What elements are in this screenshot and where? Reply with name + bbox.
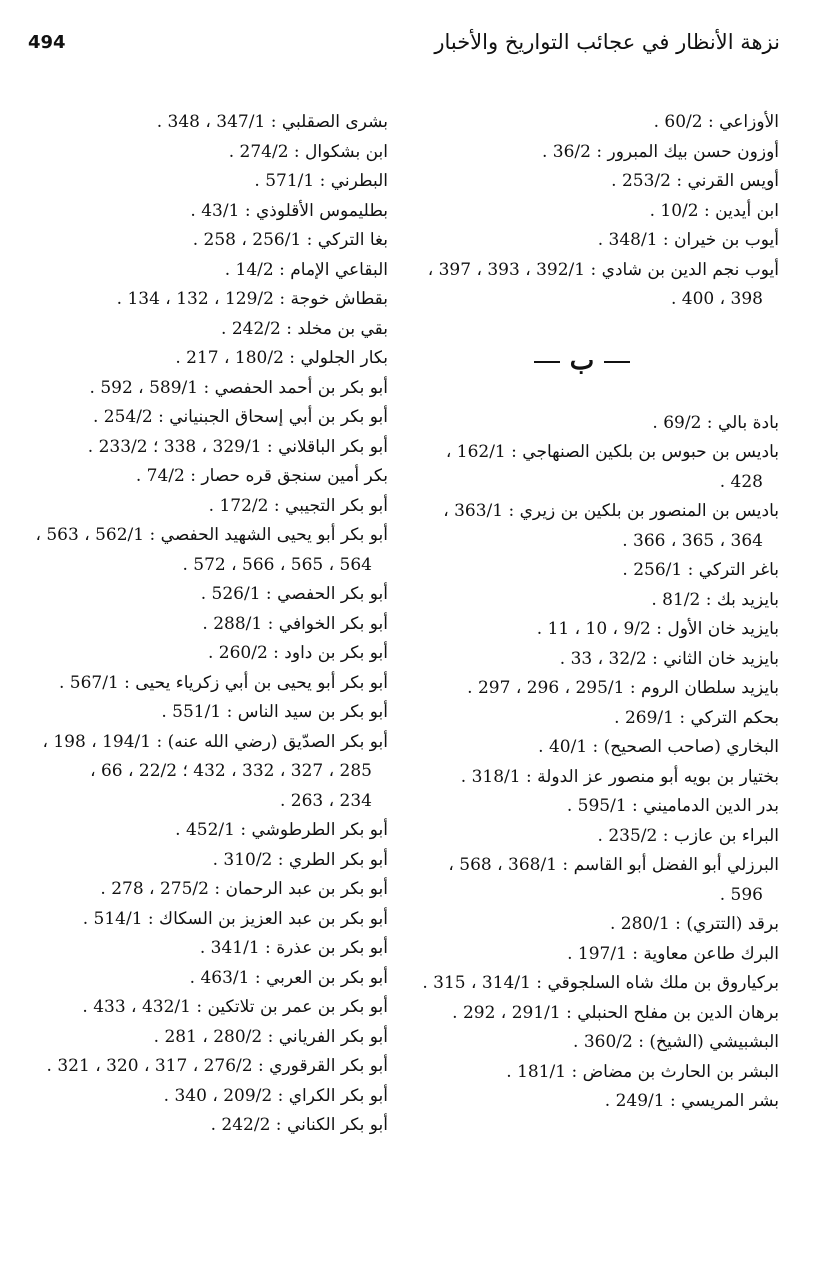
index-entry-text: بايزيد خان الأول : 9/2 ، 10 ، 11 . [536, 619, 779, 639]
index-entry [26, 197, 388, 227]
index-entry-text: أبو بكر بن أحمد الحفصي : 589/1 ، 592 . [89, 377, 388, 398]
index-entry-text: بدر الدين الدماميني : 595/1 . [566, 796, 779, 816]
index-entry [385, 586, 779, 616]
index-entry-text: ابن أيدين : 10/2 . [649, 200, 779, 221]
index-entry [26, 167, 388, 197]
index-entry [385, 1028, 779, 1058]
index-entry [385, 733, 779, 763]
index-entry [385, 138, 779, 168]
index-entry [26, 698, 388, 728]
index-entry-text: ابن بشكوال : 274/2 . [228, 141, 388, 162]
index-entry-text: برهان الدين بن مفلح الحنبلي : 291/1 ، 292 . [452, 1002, 779, 1023]
index-entry [385, 645, 779, 675]
index-entry-text: بشر المريسي : 249/1 . [604, 1091, 779, 1111]
index-entry-text: برقد (التتري) : 280/1 . [609, 914, 779, 934]
index-entry [26, 285, 388, 315]
index-entry-text: بايزيد بك : 81/2 . [651, 589, 779, 610]
index-column-left [26, 108, 388, 1141]
running-title: نزهة الأنظار في عجائب التواريخ والأخبار [434, 30, 780, 54]
index-entry [385, 108, 779, 138]
index-entry [26, 403, 388, 433]
index-entry-text: أبو بكر الكراي : 209/2 ، 340 . [163, 1085, 388, 1106]
page-number: 494 [28, 32, 66, 53]
index-entry [26, 875, 388, 905]
index-entry-text: أبو بكر التجيبي : 172/2 . [208, 495, 388, 516]
heading-dash [604, 361, 630, 363]
index-entry-text: أبو بكر الطرطوشي : 452/1 . [175, 820, 388, 840]
index-entry-continuation: 398 ، 400 . [670, 289, 763, 309]
index-entry [385, 792, 779, 822]
index-entry [385, 851, 779, 910]
index-entry-text: البقاعي الإمام : 14/2 . [224, 259, 388, 280]
index-entry-text: بقطاش خوجة : 129/2 ، 132 ، 134 . [116, 289, 388, 309]
index-entry-text: أوزون حسن بيك المبرور : 36/2 . [541, 141, 779, 162]
index-entry [385, 969, 779, 999]
index-entry-text: أويس القرني : 253/2 . [611, 171, 779, 191]
index-entry-text: بشرى الصقلبي : 347/1 ، 348 . [156, 112, 388, 132]
index-entry-text: أبو بكر بن العربي : 463/1 . [189, 967, 388, 988]
index-entry [385, 1058, 779, 1088]
index-entry [26, 374, 388, 404]
index-entry-text: بحكم التركي : 269/1 . [614, 707, 779, 728]
index-entry-text: البرك طاعن معاوية : 197/1 . [567, 943, 779, 964]
index-entry [26, 669, 388, 699]
index-entry [26, 993, 388, 1023]
index-entry [26, 846, 388, 876]
index-entry [26, 1082, 388, 1112]
index-entry-text: بكر أمين سنجق قره حصار : 74/2 . [135, 466, 388, 486]
index-entry [26, 256, 388, 286]
heading-dash [534, 361, 560, 363]
index-entry [26, 108, 388, 138]
index-entry-text: البشبيشي (الشيخ) : 360/2 . [573, 1032, 779, 1052]
index-entry [26, 934, 388, 964]
index-entry-text: بغا التركي : 256/1 ، 258 . [192, 230, 388, 250]
index-entry-text: أبو بكر بن عبد العزيز بن السكاك : 514/1 . [82, 908, 388, 929]
index-entry-text: أيوب بن خيران : 348/1 . [597, 230, 779, 250]
index-entry-continuation: 364 ، 365 ، 366 . [622, 530, 763, 551]
index-entry [26, 1052, 388, 1082]
index-entry-text: البخاري (صاحب الصحيح) : 40/1 . [538, 737, 779, 757]
index-entry-text: البراء بن عازب : 235/2 . [597, 825, 779, 846]
index-entry-continuation: 234 ، 263 . [279, 790, 372, 811]
index-entry-text: بايزيد سلطان الروم : 295/1 ، 296 ، 297 . [467, 678, 779, 698]
index-entry-continuation: 596 . [719, 884, 763, 905]
index-entry [385, 556, 779, 586]
index-entry [26, 639, 388, 669]
index-entry [26, 492, 388, 522]
index-entry-text: بكار الجلولي : 180/2 ، 217 . [175, 348, 388, 368]
index-entry-text: أبو بكر بن عمر بن تلاتكين : 432/1 ، 433 . [82, 997, 388, 1017]
index-entry-text: أبو بكر بن داود : 260/2 . [207, 643, 388, 663]
index-entry-text: أبو بكر القرقوري : 276/2 ، 317 ، 320 ، 321 . [46, 1056, 388, 1076]
index-entry-text: البرزلي أبو الفضل أبو القاسم : 368/1 ، 568 ، [448, 855, 779, 875]
index-entry [26, 462, 388, 492]
index-entry-text: البشر بن الحارث بن مضاض : 181/1 . [506, 1061, 779, 1082]
index-entry-text: أيوب نجم الدين بن شادي : 392/1 ، 393 ، 397 ، [427, 259, 779, 280]
index-entry [385, 1087, 779, 1117]
index-entry-text: أبو بكر الخوافي : 288/1 . [202, 613, 388, 634]
index-entry-text: بختيار بن بويه أبو منصور عز الدولة : 318/1 . [460, 766, 779, 787]
index-entry [385, 910, 779, 940]
index-entry-text: باديس بن حبوس بن بلكين الصنهاجي : 162/1 ، [445, 442, 779, 462]
index-entry [385, 674, 779, 704]
index-entry-text: أبو بكر الطري : 310/2 . [212, 849, 388, 870]
index-entry-continuation: 285 ، 327 ، 332 ، 432 ؛ 22/2 ، 66 ، [90, 761, 372, 781]
index-entry [26, 433, 388, 463]
index-entry [26, 1111, 388, 1141]
index-entry [385, 409, 779, 439]
index-entry [26, 816, 388, 846]
index-entry-text: بركياروق بن ملك شاه السلجوقي : 314/1 ، 315 . [422, 973, 779, 993]
index-entry [385, 438, 779, 497]
index-entry [26, 138, 388, 168]
index-entry-text: بادة بالي : 69/2 . [652, 412, 779, 433]
index-entry-text: البطرني : 571/1 . [254, 171, 388, 191]
index-entry [385, 167, 779, 197]
index-entry [26, 580, 388, 610]
index-entry-text: باديس بن المنصور بن بلكين بن زيري : 363/1 ، [443, 501, 779, 521]
index-entry [385, 197, 779, 227]
index-entry-text: بقي بن مخلد : 242/2 . [221, 318, 388, 339]
index-entry-text: بطليموس الأقلوذي : 43/1 . [190, 200, 388, 221]
index-entry-text: بايزيد خان الثاني : 32/2 ، 33 . [559, 648, 779, 669]
index-entry [385, 763, 779, 793]
index-entry-continuation: 564 ، 565 ، 566 ، 572 . [182, 554, 372, 575]
index-entry [385, 822, 779, 852]
index-entry [26, 728, 388, 817]
index-entry-text: أبو بكر بن عذرة : 341/1 . [199, 938, 388, 958]
index-entry-text: أبو بكر بن أبي إسحاق الجبنياني : 254/2 . [92, 407, 388, 427]
index-entry [385, 256, 779, 315]
index-entry [385, 615, 779, 645]
index-entry [26, 905, 388, 935]
index-entry [385, 704, 779, 734]
index-entry-text: الأوزاعي : 60/2 . [653, 112, 779, 132]
index-entry-text: أبو بكر بن سيد الناس : 551/1 . [161, 702, 388, 722]
index-entry [26, 344, 388, 374]
index-entry-text: أبو بكر بن عبد الرحمان : 275/2 ، 278 . [100, 879, 388, 899]
index-entry [385, 497, 779, 556]
index-entry [26, 226, 388, 256]
index-entry-text: أبو بكر الباقلاني : 329/1 ، 338 ؛ 233/2 . [87, 436, 388, 457]
index-entry-text: أبو بكر الكناني : 242/2 . [210, 1115, 388, 1135]
section-letter: ب [569, 345, 595, 376]
index-entry [26, 1023, 388, 1053]
index-entry [26, 610, 388, 640]
index-entry [26, 964, 388, 994]
index-entry [385, 999, 779, 1029]
index-entry [385, 940, 779, 970]
index-entry-text: أبو بكر الفرياني : 280/2 ، 281 . [153, 1026, 388, 1047]
index-entry-text: أبو بكر الصدّيق (رضي الله عنه) : 194/1 ، 198 ، [42, 731, 388, 752]
index-entry [26, 315, 388, 345]
index-entry [385, 226, 779, 256]
index-entry-text: أبو بكر الحفصي : 526/1 . [200, 584, 388, 604]
section-letter-heading [385, 329, 779, 393]
index-entry [26, 521, 388, 580]
index-entry-text: باغر التركي : 256/1 . [622, 560, 779, 580]
index-entry-text: أبو بكر أبو يحيى الشهيد الحفصي : 562/1 ، 563 ، [35, 525, 388, 545]
page-header [28, 28, 780, 62]
index-column-right [385, 108, 779, 1117]
index-entry-text: أبو بكر أبو يحيى بن أبي زكرياء يحيى : 567/1 . [58, 672, 388, 693]
index-entry-continuation: 428 . [719, 471, 763, 492]
